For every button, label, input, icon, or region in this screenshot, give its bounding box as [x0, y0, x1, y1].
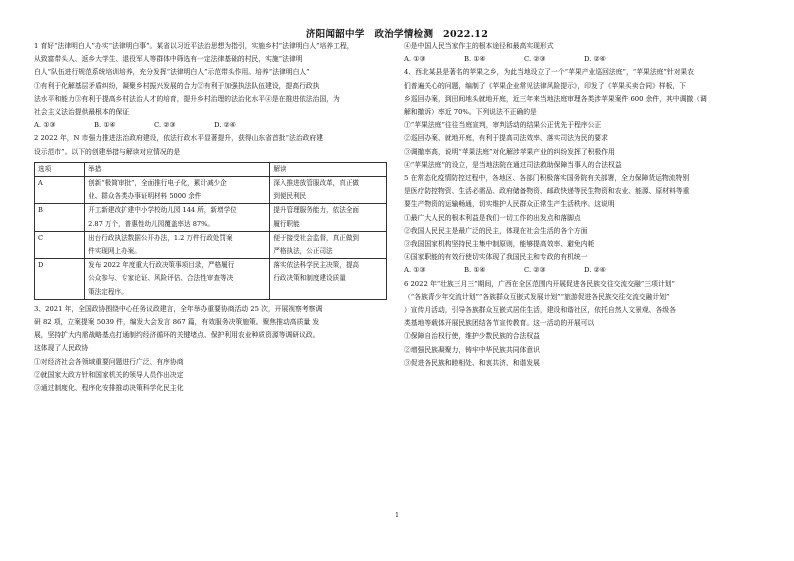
table-header-cell: 举措	[85, 162, 270, 176]
question-line: 从致富带头人、返乡大学生、退役军人等群体中筛选有一定法律基础的村民，实施“法律明	[34, 55, 303, 64]
table-row	[35, 204, 387, 231]
question-line: ①对经济社会各领域重要问题进行广泛、有序协商	[34, 357, 184, 366]
cell-line: 策法定程序。	[88, 287, 128, 296]
answer-options	[404, 264, 760, 277]
question-line: 3、2021 年，全国政协围绕中心任务议政建言，全年举办重要协商活动 25 次，开展视察考察调	[34, 304, 323, 313]
table-cell-measure	[85, 259, 270, 300]
question-line: ③促进各民族和睦相处、和衷共济、和谐发展	[404, 358, 540, 367]
table-cell-interpretation	[270, 259, 387, 300]
cell-line: 提升管理服务能力，依法全面	[273, 206, 360, 215]
question-2	[34, 132, 389, 299]
option-b: B. ①④	[464, 266, 486, 275]
question-line: ②增强民族凝聚力，铸牢中华民族共同体意识	[404, 345, 540, 354]
answer-options	[404, 53, 760, 66]
table-row	[35, 177, 387, 204]
question-line: 研 82 项，立案提案 5039 件，编发大会发言 867 篇，有效服务决策施策。聚焦推动高质量 发	[34, 318, 320, 327]
table-row	[35, 231, 387, 258]
question-line: 解和撤诉）率近 70%。下列说法不正确的是	[404, 108, 537, 117]
page-number: 1	[395, 512, 399, 519]
question-line: 类基地等载体开展民族团结各节宣传教育。这一活动的开展可以	[404, 319, 595, 328]
option-a: A. ①③	[34, 121, 56, 130]
question-line: 这体现了人民政协	[34, 344, 89, 353]
cell-line: 创新“极简审批”，全面推行电子化，累计减少企	[88, 179, 227, 188]
option-d: D. ②④	[584, 55, 606, 64]
question-line: 法水平和能力③有利于提高乡村法治人才的培育，提升乡村治理的法治化水平④是在推进依法治国，为	[34, 94, 340, 103]
question-3	[34, 303, 389, 395]
question-line: 展，坚持扩大内需战略基点打通制约经济循环的关键堵点、保护利用农业种质资源等调研议政。	[34, 331, 320, 340]
cell-line: 2.87 万个，普惠性幼儿园覆盖率达 87%。	[88, 219, 214, 228]
table-cell-option: B	[35, 204, 85, 231]
question-line: ④国家职能的有效行使切实体现了我国民主和专政的有机统一	[404, 253, 588, 262]
cell-line: 严格执法，公正司法	[273, 247, 333, 256]
question-line: 设示范市”。以下的创建举措与解读对应情况的是	[34, 147, 181, 156]
option-b: B. ①④	[464, 55, 486, 64]
table-cell-interpretation	[270, 177, 387, 204]
option-c: C. ②③	[524, 55, 546, 64]
question-5	[404, 172, 760, 278]
table-cell-measure	[85, 204, 270, 231]
option-d: D. ②④	[584, 266, 606, 275]
table-cell-measure	[85, 177, 270, 204]
cell-line: 发布 2022 年度重大行政决策事项目录，严格履行	[88, 261, 235, 270]
right-column	[404, 40, 760, 370]
question-line: 社会主义法治提供最根本的保证	[34, 108, 130, 117]
table-cell-option: D	[35, 259, 85, 300]
cell-line: 到便民利民	[273, 192, 307, 201]
cell-line: 落实依法科学民主决策，提高	[273, 261, 360, 270]
question-line: ②巡回办案、就地开庭，有利于提高司法效率、落实司法为民的要求	[404, 134, 608, 143]
cell-line: 业、群众各类办事证明材料 5000 余件	[88, 192, 202, 201]
question-line: ③我国国家机构坚持民主集中制原则，能够提高效率、避免内耗	[404, 240, 595, 249]
cell-line: 开工新建改扩建中小学校幼儿园 144 所，新增学位	[88, 206, 237, 215]
question-1	[34, 40, 389, 132]
question-line: 2 2022 年，N 市强力推进法治政府建设，依法行政水平显著提升，获得山东省首批“法治政府建	[34, 134, 324, 143]
answer-options	[34, 119, 389, 132]
option-c: C. ②③	[524, 266, 546, 275]
table-header-cell: 选项	[35, 162, 85, 176]
table-row	[35, 259, 387, 300]
option-c: C. ②③	[154, 121, 176, 130]
option-a: A. ①③	[404, 55, 426, 64]
cell-line: 履行职能	[273, 219, 300, 228]
question-line: ①有利于化解基层矛盾纠纷，凝聚乡村振兴发展的合力②有利于加强执法队伍建设，提高行政执	[34, 81, 320, 90]
page-title: 济阳闻韶中学 政治学情检测 2022.12	[305, 29, 489, 40]
cell-line: 行政决策和制度建设质量	[273, 274, 346, 283]
question-line: ④是中国人民当家作主的根本途径和最高实现形式	[404, 42, 554, 50]
cell-line: 公众参与、专家论证、风险评估、合法性审查等决	[88, 274, 234, 283]
question-line: 乡巡回办案，到田间地头就地开庭，近三年来当地法庭审理各类涉苹果案件 600 余件，其中调撤（调	[404, 94, 707, 103]
table-header-cell: 解读	[270, 162, 387, 176]
question-6	[404, 278, 760, 370]
table-cell-measure	[85, 231, 270, 258]
question-line: 5 在常态化疫情防控过程中，各地区、各部门积极落实国务院有关部署，全力保障货运物流特别	[404, 174, 690, 183]
table-cell-interpretation	[270, 231, 387, 258]
table-header-row	[35, 162, 387, 176]
question-line: （“各族青少年交流计划”“各族群众互嵌式发展计划”“旅游促进各民族交往交流交融计划”	[404, 292, 670, 301]
question-line: ②我国人民民主是最广泛的民主，体现在社会生活的各个方面	[404, 226, 588, 235]
question-line: ④“苹果法庭”的设立，是当地法院在通过司法救助保障当事人的合法权益	[404, 160, 622, 169]
choices-table	[34, 162, 387, 300]
question-line: 们普遍关心的问题，编制了《苹果企业常见法律风险提示》，印发了《苹果买卖合同》样板，下	[404, 81, 687, 90]
table-cell-option: A	[35, 177, 85, 204]
option-a: A. ①③	[404, 266, 426, 275]
question-line: 白人”队伍进行规范系统培训培养，充分发挥“法律明白人”示范带头作用。培养“法律明白人”	[34, 68, 310, 77]
option-d: D. ②④	[214, 121, 236, 130]
question-line: ②就国家大政方针和国家机关的领导人员作出决定	[34, 370, 184, 379]
question-line: ③调撤率高，说明“苹果法庭”对化解涉苹果产业的纠纷发挥了积极作用	[404, 147, 615, 156]
question-line: ①保障自治权行使，维护少数民族的合法权益	[404, 332, 540, 341]
question-line: 4、西北某县是著名的苹果之乡，为此当地设立了一个“苹果产业巡回法庭”，“苹果法庭”针对果农	[404, 68, 695, 77]
cell-line: 深入推进放管服改革，真正做	[273, 179, 360, 188]
option-b: B. ①④	[94, 121, 116, 130]
question-line: 6 2022 年“壮族三月三”期间，广西在全区范围内开展促进各民族交往交流交融“三项计划”	[404, 279, 675, 288]
question-line: 1 育好“法律明白人”办实“法律明白事”。某省以习近平法治思想为指引，实施乡村“法律明白人”培养工程，	[34, 42, 354, 50]
question-4	[404, 66, 760, 172]
question-line: ①“苹果法庭”往往当庭宣判，审判活动的结果公正优先于程序公正	[404, 121, 602, 130]
table-cell-option: C	[35, 231, 85, 258]
cell-line: 便于接受社会监督，真正做到	[273, 233, 360, 242]
question-line: ③通过制度化、程序化安排推动决策科学化民主化	[34, 384, 184, 393]
left-column	[34, 40, 389, 395]
question-line: 是医疗防控物资、生活必需品、政府储备物资、邮政快递等民生物资和农业、能源、原材料等重	[404, 187, 690, 196]
table-cell-interpretation	[270, 204, 387, 231]
cell-line: 件实现网上办案。	[88, 247, 141, 256]
question-line: ①最广大人民的根本利益是我们一切工作的出发点和落脚点	[404, 213, 581, 222]
question-line: 要生产物资的运输畅通，切实维护人民群众正常生产生活秩序。这说明	[404, 200, 615, 209]
question-line: ）宣传月活动，引导各族群众互嵌式居住生活，建设和谐社区，依托自然人文景观、各级各	[404, 306, 676, 315]
cell-line: 出台行政执法数据公开办法，1.2 万件行政处罚案	[88, 233, 233, 242]
